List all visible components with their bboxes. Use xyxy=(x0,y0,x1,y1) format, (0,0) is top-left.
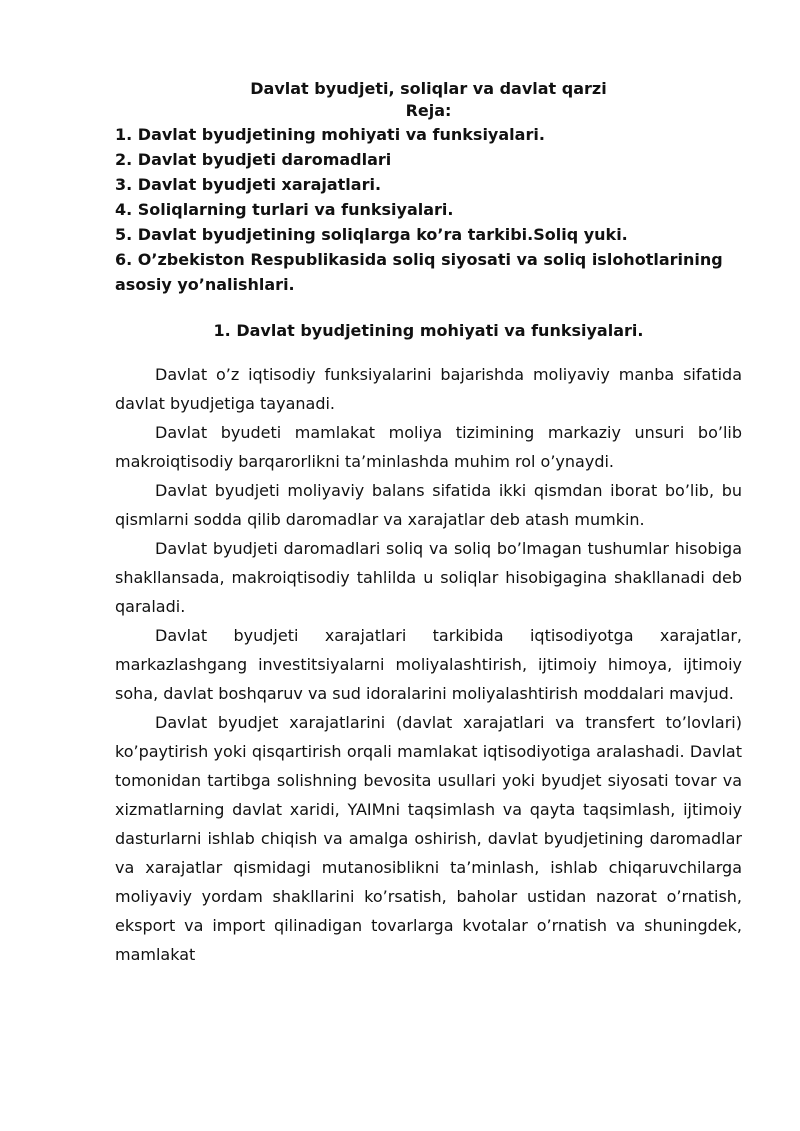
plan-item-4: 4. Soliqlarning turlari va funksiyalari. xyxy=(115,200,454,219)
section-heading: 1. Davlat byudjetining mohiyati va funksiyalari. xyxy=(213,321,644,340)
paragraph: Davlat byudjet xarajatlarini (davlat xarajatlari va transfert to’lovlari) ko’paytirish yoki qisqartirish orqali mamlakat iqtisodiyotiga aralashadi. Davlat tomonidan tartibga solishning bevosita usullari yoki byudjet siyosati tovar va xizmatlarning davlat xaridi, YAIMni taqsimlash va qayta taqsimlash, ijtimoiy dasturlarni ishlab chiqish va amalga oshirish, davlat byudjetining daromadlar va xarajatlar qismidagi mutanosiblikni ta’minlash, ishlab chiqaruvchilarga moliyaviy yordam shakllarini ko’rsatish, baholar ustidan nazorat o’rnatish, eksport va import qilinadigan tovarlarga kvotalar o’rnatish va shuningdek, mamlakat xyxy=(115,713,742,964)
paragraph: Davlat byudjeti moliyaviy balans sifatida ikki qismdan iborat bo’lib, bu qismlarni sodda qilib daromadlar va xarajatlar deb atash mumkin. xyxy=(115,481,742,529)
paragraph: Davlat byudeti mamlakat moliya tizimining markaziy unsuri bo’lib makroiqtisodiy barqarorlikni ta’minlashda muhim rol o’ynaydi. xyxy=(115,423,742,471)
paragraph: Davlat o’z iqtisodiy funksiyalarini bajarishda moliyaviy manba sifatida davlat byudjetiga tayanadi. xyxy=(115,365,742,413)
plan-item-1: 1. Davlat byudjetining mohiyati va funksiyalari. xyxy=(115,125,545,144)
document-title: Davlat byudjeti, soliqlar va davlat qarzi xyxy=(250,79,607,98)
plan-item-6: 6. O’zbekiston Respublikasida soliq siyosati va soliq islohotlarining asosiy yo’nalishlari. xyxy=(115,250,723,294)
paragraph: Davlat byudjeti xarajatlari tarkibida iqtisodiyotga xarajatlar, markazlashgang investitsiyalarni moliyalashtirish, ijtimoiy himoya, ijtimoiy soha, davlat boshqaruv va sud idoralarini moliyalashtirish moddalari mavjud. xyxy=(115,626,742,703)
body-text xyxy=(115,360,742,969)
document-page xyxy=(115,78,742,969)
plan-item-2: 2. Davlat byudjeti daromadlari xyxy=(115,150,392,169)
plan-list xyxy=(115,122,742,297)
plan-heading: Reja: xyxy=(405,101,452,120)
plan-item-3: 3. Davlat byudjeti xarajatlari. xyxy=(115,175,382,194)
paragraph: Davlat byudjeti daromadlari soliq va soliq bo’lmagan tushumlar hisobiga shakllansada, makroiqtisodiy tahlilda u soliqlar hisobigagina shakllanadi deb qaraladi. xyxy=(115,539,742,616)
plan-item-5: 5. Davlat byudjetining soliqlarga ko’ra tarkibi.Soliq yuki. xyxy=(115,225,628,244)
